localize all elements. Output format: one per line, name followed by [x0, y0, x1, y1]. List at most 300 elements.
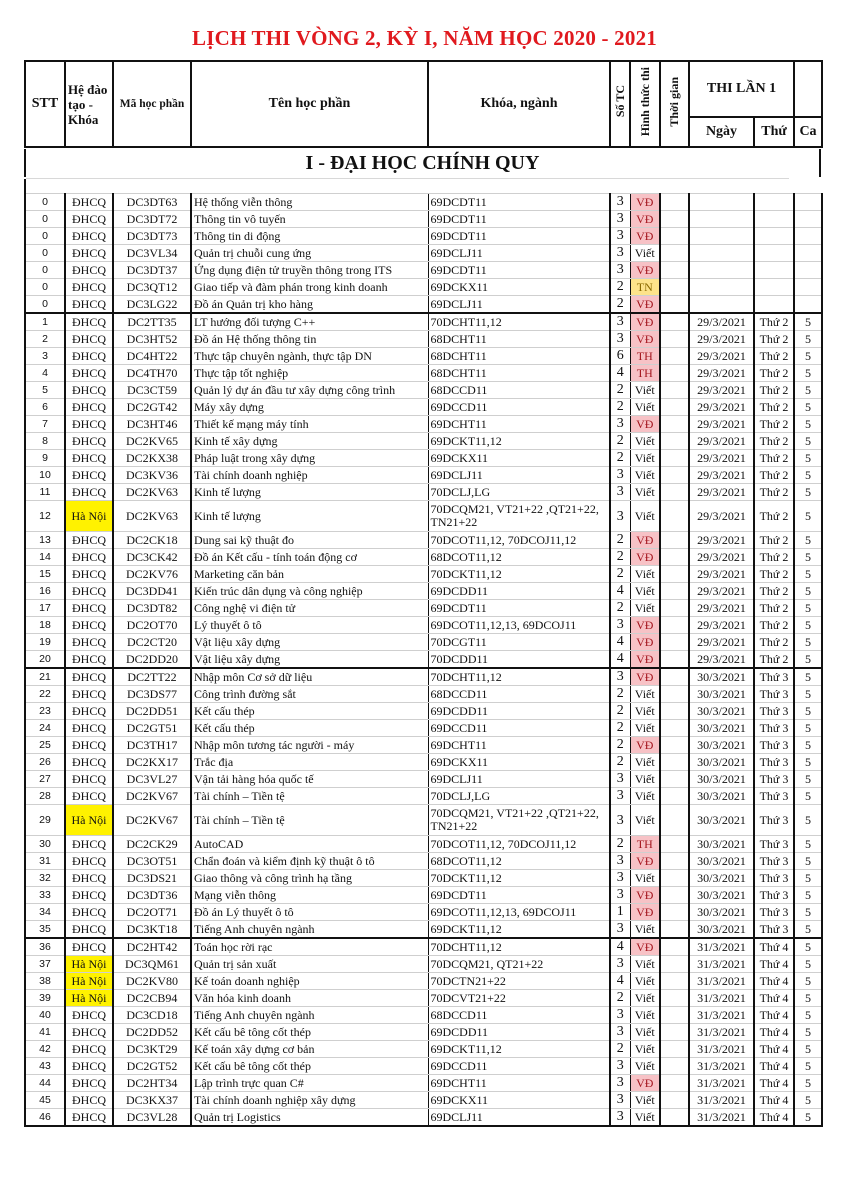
ten-hoc-phan-cell: Kinh tế xây dựng: [191, 433, 428, 450]
header-hinh-thuc-label: Hình thức thi: [637, 66, 652, 137]
khoa-nganh-cell: 70DCHT11,12: [428, 668, 610, 686]
ngay-cell: 30/3/2021: [689, 703, 754, 720]
hinh-thuc-thi-cell: VĐ: [630, 887, 660, 904]
hinh-thuc-thi-cell: VĐ: [630, 211, 660, 228]
thoi-gian-cell: [660, 313, 689, 331]
he-dao-tao-cell: ĐHCQ: [65, 467, 113, 484]
stt-cell: 13: [25, 532, 65, 549]
ma-hoc-phan-cell: DC3DS21: [113, 870, 191, 887]
ca-cell: 5: [794, 532, 822, 549]
ma-hoc-phan-cell: DC3QT12: [113, 279, 191, 296]
thu-cell: Thứ 2: [754, 484, 794, 501]
hinh-thuc-thi-cell: Viết: [630, 467, 660, 484]
table-row: [25, 313, 822, 331]
hinh-thuc-thi-cell: Viết: [630, 788, 660, 805]
hinh-thuc-thi-cell: VĐ: [630, 532, 660, 549]
hinh-thuc-thi-cell: Viết: [630, 956, 660, 973]
ca-cell: 5: [794, 634, 822, 651]
thu-cell: Thứ 2: [754, 399, 794, 416]
khoa-nganh-cell: 70DCLJ,LG: [428, 484, 610, 501]
so-tc-cell: 3: [610, 1007, 630, 1024]
ten-hoc-phan-cell: Mạng viễn thông: [191, 887, 428, 904]
he-dao-tao-cell: ĐHCQ: [65, 583, 113, 600]
he-dao-tao-cell: ĐHCQ: [65, 228, 113, 245]
so-tc-cell: 3: [610, 870, 630, 887]
ten-hoc-phan-cell: Kế toán doanh nghiệp: [191, 973, 428, 990]
ma-hoc-phan-cell: DC2KV67: [113, 805, 191, 836]
hinh-thuc-thi-cell: Viết: [630, 686, 660, 703]
table-row: [25, 1024, 822, 1041]
he-dao-tao-cell: ĐHCQ: [65, 313, 113, 331]
ten-hoc-phan-cell: Tài chính doanh nghiệp: [191, 467, 428, 484]
so-tc-cell: 4: [610, 583, 630, 600]
ma-hoc-phan-cell: DC3DT73: [113, 228, 191, 245]
ca-cell: 5: [794, 703, 822, 720]
ten-hoc-phan-cell: Tiếng Anh chuyên ngành: [191, 1007, 428, 1024]
khoa-nganh-cell: 68DCHT11: [428, 331, 610, 348]
ten-hoc-phan-cell: Pháp luật trong xây dựng: [191, 450, 428, 467]
so-tc-cell: 2: [610, 703, 630, 720]
so-tc-cell: 2: [610, 433, 630, 450]
thu-cell: Thứ 3: [754, 805, 794, 836]
so-tc-cell: 3: [610, 887, 630, 904]
ten-hoc-phan-cell: Thiết kế mạng máy tính: [191, 416, 428, 433]
table-row: [25, 245, 822, 262]
he-dao-tao-cell: ĐHCQ: [65, 1075, 113, 1092]
thoi-gian-cell: [660, 754, 689, 771]
table-row: [25, 262, 822, 279]
ca-cell: 5: [794, 583, 822, 600]
stt-cell: 21: [25, 668, 65, 686]
thu-cell: Thứ 3: [754, 836, 794, 853]
ngay-cell: 31/3/2021: [689, 1109, 754, 1127]
ma-hoc-phan-cell: DC3VL28: [113, 1109, 191, 1127]
stt-cell: 20: [25, 651, 65, 669]
ma-hoc-phan-cell: DC4TH70: [113, 365, 191, 382]
thu-cell: Thứ 3: [754, 870, 794, 887]
ngay-cell: 29/3/2021: [689, 399, 754, 416]
ngay-cell: 31/3/2021: [689, 956, 754, 973]
ten-hoc-phan-cell: Marketing căn bản: [191, 566, 428, 583]
ngay-cell: [689, 279, 754, 296]
hinh-thuc-thi-cell: TH: [630, 365, 660, 382]
thoi-gian-cell: [660, 651, 689, 669]
ca-cell: 5: [794, 956, 822, 973]
hinh-thuc-thi-cell: Viết: [630, 703, 660, 720]
he-dao-tao-cell: Hà Nội: [65, 956, 113, 973]
header-ngay: Ngày: [689, 117, 754, 147]
he-dao-tao-cell: ĐHCQ: [65, 296, 113, 314]
ngay-cell: 30/3/2021: [689, 853, 754, 870]
ngay-cell: 30/3/2021: [689, 887, 754, 904]
thoi-gian-cell: [660, 1075, 689, 1092]
he-dao-tao-cell: ĐHCQ: [65, 921, 113, 939]
thoi-gian-cell: [660, 788, 689, 805]
ma-hoc-phan-cell: DC2KV63: [113, 484, 191, 501]
ca-cell: 5: [794, 331, 822, 348]
stt-cell: 36: [25, 938, 65, 956]
ca-cell: 5: [794, 1007, 822, 1024]
thoi-gian-cell: [660, 566, 689, 583]
so-tc-cell: 2: [610, 296, 630, 314]
stt-cell: 45: [25, 1092, 65, 1109]
ca-cell: 5: [794, 805, 822, 836]
thu-cell: Thứ 4: [754, 1075, 794, 1092]
ca-cell: 5: [794, 788, 822, 805]
thu-cell: [754, 245, 794, 262]
hinh-thuc-thi-cell: VĐ: [630, 651, 660, 669]
header-ca: Ca: [794, 117, 822, 147]
khoa-nganh-cell: 68DCCD11: [428, 382, 610, 399]
thu-cell: [754, 228, 794, 245]
ca-cell: 5: [794, 853, 822, 870]
khoa-nganh-cell: 69DCKX11: [428, 279, 610, 296]
so-tc-cell: 3: [610, 668, 630, 686]
so-tc-cell: 3: [610, 501, 630, 532]
khoa-nganh-cell: 70DCLJ,LG: [428, 788, 610, 805]
stt-cell: 35: [25, 921, 65, 939]
table-row: [25, 1058, 822, 1075]
thoi-gian-cell: [660, 668, 689, 686]
ma-hoc-phan-cell: DC2GT52: [113, 1058, 191, 1075]
so-tc-cell: 2: [610, 532, 630, 549]
stt-cell: 0: [25, 262, 65, 279]
he-dao-tao-cell: ĐHCQ: [65, 532, 113, 549]
ca-cell: 5: [794, 887, 822, 904]
ngay-cell: 29/3/2021: [689, 532, 754, 549]
khoa-nganh-cell: 69DCLJ11: [428, 467, 610, 484]
ca-cell: [794, 296, 822, 314]
ca-cell: 5: [794, 720, 822, 737]
khoa-nganh-cell: 70DCKT11,12: [428, 566, 610, 583]
exam-schedule-table: [24, 193, 823, 1127]
ten-hoc-phan-cell: Đồ án Quản trị kho hàng: [191, 296, 428, 314]
ngay-cell: 30/3/2021: [689, 921, 754, 939]
khoa-nganh-cell: 69DCLJ11: [428, 245, 610, 262]
hinh-thuc-thi-cell: Viết: [630, 450, 660, 467]
ma-hoc-phan-cell: DC2KX17: [113, 754, 191, 771]
ten-hoc-phan-cell: Nhập môn tương tác người - máy: [191, 737, 428, 754]
ma-hoc-phan-cell: DC3CD18: [113, 1007, 191, 1024]
ca-cell: 5: [794, 668, 822, 686]
so-tc-cell: 6: [610, 348, 630, 365]
ngay-cell: 30/3/2021: [689, 720, 754, 737]
table-row: [25, 365, 822, 382]
ngay-cell: 30/3/2021: [689, 904, 754, 921]
thu-cell: Thứ 2: [754, 532, 794, 549]
thoi-gian-cell: [660, 228, 689, 245]
thoi-gian-cell: [660, 583, 689, 600]
hinh-thuc-thi-cell: VĐ: [630, 617, 660, 634]
ngay-cell: [689, 262, 754, 279]
ngay-cell: 31/3/2021: [689, 1092, 754, 1109]
thu-cell: Thứ 2: [754, 617, 794, 634]
khoa-nganh-cell: 69DCKT11,12: [428, 921, 610, 939]
thu-cell: Thứ 3: [754, 887, 794, 904]
so-tc-cell: 4: [610, 651, 630, 669]
table-row: [25, 501, 822, 532]
stt-cell: 38: [25, 973, 65, 990]
khoa-nganh-cell: 70DCHT11,12: [428, 313, 610, 331]
he-dao-tao-cell: ĐHCQ: [65, 245, 113, 262]
khoa-nganh-cell: 69DCKX11: [428, 754, 610, 771]
ca-cell: 5: [794, 1041, 822, 1058]
hinh-thuc-thi-cell: Viết: [630, 501, 660, 532]
stt-cell: 3: [25, 348, 65, 365]
ca-cell: [794, 262, 822, 279]
stt-cell: 29: [25, 805, 65, 836]
thoi-gian-cell: [660, 279, 689, 296]
he-dao-tao-cell: ĐHCQ: [65, 348, 113, 365]
table-row: [25, 296, 822, 314]
table-header: [24, 60, 823, 148]
ca-cell: 5: [794, 990, 822, 1007]
ten-hoc-phan-cell: Hệ thống viễn thông: [191, 194, 428, 211]
ma-hoc-phan-cell: DC3DT36: [113, 887, 191, 904]
so-tc-cell: 1: [610, 904, 630, 921]
thu-cell: Thứ 2: [754, 583, 794, 600]
header-he-dao-tao: Hệ đào tạo - Khóa: [65, 61, 113, 147]
thoi-gian-cell: [660, 501, 689, 532]
ma-hoc-phan-cell: DC3CT59: [113, 382, 191, 399]
he-dao-tao-cell: ĐHCQ: [65, 262, 113, 279]
so-tc-cell: 3: [610, 467, 630, 484]
so-tc-cell: 3: [610, 921, 630, 939]
hinh-thuc-thi-cell: Viết: [630, 583, 660, 600]
hinh-thuc-thi-cell: Viết: [630, 1092, 660, 1109]
ca-cell: 5: [794, 617, 822, 634]
hinh-thuc-thi-cell: VĐ: [630, 549, 660, 566]
khoa-nganh-cell: 69DCKT11,12: [428, 1041, 610, 1058]
he-dao-tao-cell: ĐHCQ: [65, 566, 113, 583]
thoi-gian-cell: [660, 1041, 689, 1058]
thoi-gian-cell: [660, 938, 689, 956]
he-dao-tao-cell: ĐHCQ: [65, 433, 113, 450]
he-dao-tao-cell: ĐHCQ: [65, 1041, 113, 1058]
ca-cell: 5: [794, 433, 822, 450]
he-dao-tao-cell: ĐHCQ: [65, 399, 113, 416]
hinh-thuc-thi-cell: Viết: [630, 771, 660, 788]
ca-cell: 5: [794, 313, 822, 331]
so-tc-cell: 2: [610, 566, 630, 583]
khoa-nganh-cell: 70DCQM21, VT21+22 ,QT21+22, TN21+22: [428, 805, 610, 836]
ngay-cell: 31/3/2021: [689, 938, 754, 956]
he-dao-tao-cell: ĐHCQ: [65, 1109, 113, 1127]
ca-cell: 5: [794, 1075, 822, 1092]
ma-hoc-phan-cell: DC3DS77: [113, 686, 191, 703]
table-row: [25, 771, 822, 788]
stt-cell: 12: [25, 501, 65, 532]
ma-hoc-phan-cell: DC2KV80: [113, 973, 191, 990]
header-khoa-nganh: Khóa, ngành: [428, 61, 610, 147]
thu-cell: Thứ 2: [754, 348, 794, 365]
table-row: [25, 668, 822, 686]
ma-hoc-phan-cell: DC3DD41: [113, 583, 191, 600]
table-row: [25, 634, 822, 651]
table-row: [25, 416, 822, 433]
stt-cell: 0: [25, 194, 65, 211]
ma-hoc-phan-cell: DC3TH17: [113, 737, 191, 754]
thoi-gian-cell: [660, 990, 689, 1007]
ngay-cell: 29/3/2021: [689, 617, 754, 634]
ten-hoc-phan-cell: Thông tin di động: [191, 228, 428, 245]
stt-cell: 23: [25, 703, 65, 720]
hinh-thuc-thi-cell: Viết: [630, 245, 660, 262]
thoi-gian-cell: [660, 771, 689, 788]
khoa-nganh-cell: 70DCTN21+22: [428, 973, 610, 990]
ngay-cell: 29/3/2021: [689, 382, 754, 399]
stt-cell: 28: [25, 788, 65, 805]
table-row: [25, 617, 822, 634]
he-dao-tao-cell: ĐHCQ: [65, 484, 113, 501]
so-tc-cell: 3: [610, 262, 630, 279]
ma-hoc-phan-cell: DC3DT63: [113, 194, 191, 211]
ma-hoc-phan-cell: DC2GT42: [113, 399, 191, 416]
ca-cell: 5: [794, 566, 822, 583]
hinh-thuc-thi-cell: VĐ: [630, 1075, 660, 1092]
khoa-nganh-cell: 68DCCD11: [428, 1007, 610, 1024]
stt-cell: 0: [25, 211, 65, 228]
stt-cell: 0: [25, 279, 65, 296]
thoi-gian-cell: [660, 805, 689, 836]
thu-cell: Thứ 4: [754, 1092, 794, 1109]
page-title: LỊCH THI VÒNG 2, KỲ I, NĂM HỌC 2020 - 2021: [192, 26, 657, 50]
ngay-cell: 29/3/2021: [689, 549, 754, 566]
khoa-nganh-cell: 69DCCD11: [428, 1058, 610, 1075]
table-row: [25, 600, 822, 617]
so-tc-cell: 2: [610, 737, 630, 754]
ma-hoc-phan-cell: DC2CK29: [113, 836, 191, 853]
thu-cell: Thứ 3: [754, 921, 794, 939]
ten-hoc-phan-cell: Ứng dụng điện tử truyền thông trong ITS: [191, 262, 428, 279]
header-thoi-gian: [660, 61, 689, 147]
ca-cell: 5: [794, 416, 822, 433]
thoi-gian-cell: [660, 262, 689, 279]
thoi-gian-cell: [660, 365, 689, 382]
so-tc-cell: 3: [610, 313, 630, 331]
thu-cell: Thứ 3: [754, 720, 794, 737]
thu-cell: Thứ 4: [754, 973, 794, 990]
thoi-gian-cell: [660, 211, 689, 228]
he-dao-tao-cell: ĐHCQ: [65, 904, 113, 921]
he-dao-tao-cell: ĐHCQ: [65, 771, 113, 788]
ma-hoc-phan-cell: DC3KX37: [113, 1092, 191, 1109]
khoa-nganh-cell: 69DCLJ11: [428, 1109, 610, 1127]
thu-cell: Thứ 4: [754, 1058, 794, 1075]
hinh-thuc-thi-cell: Viết: [630, 1024, 660, 1041]
ngay-cell: 30/3/2021: [689, 668, 754, 686]
khoa-nganh-cell: 69DCHT11: [428, 1075, 610, 1092]
stt-cell: 41: [25, 1024, 65, 1041]
ca-cell: [794, 279, 822, 296]
ngay-cell: 31/3/2021: [689, 1041, 754, 1058]
hinh-thuc-thi-cell: VĐ: [630, 296, 660, 314]
table-row: [25, 788, 822, 805]
table-row: [25, 870, 822, 887]
so-tc-cell: 3: [610, 228, 630, 245]
thoi-gian-cell: [660, 245, 689, 262]
ma-hoc-phan-cell: DC3VL34: [113, 245, 191, 262]
ca-cell: 5: [794, 1092, 822, 1109]
stt-cell: 5: [25, 382, 65, 399]
thu-cell: Thứ 3: [754, 737, 794, 754]
ma-hoc-phan-cell: DC3HT46: [113, 416, 191, 433]
table-row: [25, 938, 822, 956]
ca-cell: 5: [794, 467, 822, 484]
so-tc-cell: 3: [610, 484, 630, 501]
stt-cell: 46: [25, 1109, 65, 1127]
table-row: [25, 651, 822, 669]
table-row: [25, 805, 822, 836]
khoa-nganh-cell: 69DCDT11: [428, 194, 610, 211]
thu-cell: Thứ 2: [754, 467, 794, 484]
thoi-gian-cell: [660, 450, 689, 467]
khoa-nganh-cell: 69DCCD11: [428, 720, 610, 737]
he-dao-tao-cell: ĐHCQ: [65, 788, 113, 805]
stt-cell: 7: [25, 416, 65, 433]
ten-hoc-phan-cell: Vật liệu xây dựng: [191, 651, 428, 669]
table-row: [25, 433, 822, 450]
ma-hoc-phan-cell: DC3OT51: [113, 853, 191, 870]
stt-cell: 6: [25, 399, 65, 416]
hinh-thuc-thi-cell: VĐ: [630, 331, 660, 348]
header-so-tc: [610, 61, 630, 147]
thoi-gian-cell: [660, 484, 689, 501]
table-row: [25, 973, 822, 990]
thoi-gian-cell: [660, 853, 689, 870]
hinh-thuc-thi-cell: Viết: [630, 1058, 660, 1075]
ngay-cell: 30/3/2021: [689, 686, 754, 703]
thoi-gian-cell: [660, 1007, 689, 1024]
ca-cell: 5: [794, 600, 822, 617]
ma-hoc-phan-cell: DC2HT34: [113, 1075, 191, 1092]
ca-cell: 5: [794, 904, 822, 921]
thoi-gian-cell: [660, 956, 689, 973]
he-dao-tao-cell: ĐHCQ: [65, 416, 113, 433]
ten-hoc-phan-cell: Quản trị Logistics: [191, 1109, 428, 1127]
ten-hoc-phan-cell: Máy xây dựng: [191, 399, 428, 416]
ca-cell: [794, 228, 822, 245]
khoa-nganh-cell: 70DCHT11,12: [428, 938, 610, 956]
thu-cell: [754, 262, 794, 279]
thoi-gian-cell: [660, 433, 689, 450]
ca-cell: 5: [794, 1024, 822, 1041]
khoa-nganh-cell: 68DCHT11: [428, 348, 610, 365]
ma-hoc-phan-cell: DC3VL27: [113, 771, 191, 788]
thoi-gian-cell: [660, 331, 689, 348]
ca-cell: [794, 245, 822, 262]
thu-cell: Thứ 4: [754, 1109, 794, 1127]
ten-hoc-phan-cell: Giao thông và công trình hạ tầng: [191, 870, 428, 887]
ngay-cell: 29/3/2021: [689, 450, 754, 467]
khoa-nganh-cell: 70DCKT11,12: [428, 870, 610, 887]
thoi-gian-cell: [660, 467, 689, 484]
hinh-thuc-thi-cell: TH: [630, 836, 660, 853]
khoa-nganh-cell: 69DCKX11: [428, 450, 610, 467]
table-row: [25, 194, 822, 211]
ngay-cell: 29/3/2021: [689, 501, 754, 532]
hinh-thuc-thi-cell: Viết: [630, 754, 660, 771]
stt-cell: 19: [25, 634, 65, 651]
ten-hoc-phan-cell: Tài chính doanh nghiệp xây dựng: [191, 1092, 428, 1109]
ten-hoc-phan-cell: Quản trị chuỗi cung ứng: [191, 245, 428, 262]
khoa-nganh-cell: 69DCDD11: [428, 703, 610, 720]
ten-hoc-phan-cell: Vận tải hàng hóa quốc tế: [191, 771, 428, 788]
thu-cell: Thứ 2: [754, 382, 794, 399]
header-thu: Thứ: [754, 117, 794, 147]
thoi-gian-cell: [660, 870, 689, 887]
ma-hoc-phan-cell: DC2CB94: [113, 990, 191, 1007]
